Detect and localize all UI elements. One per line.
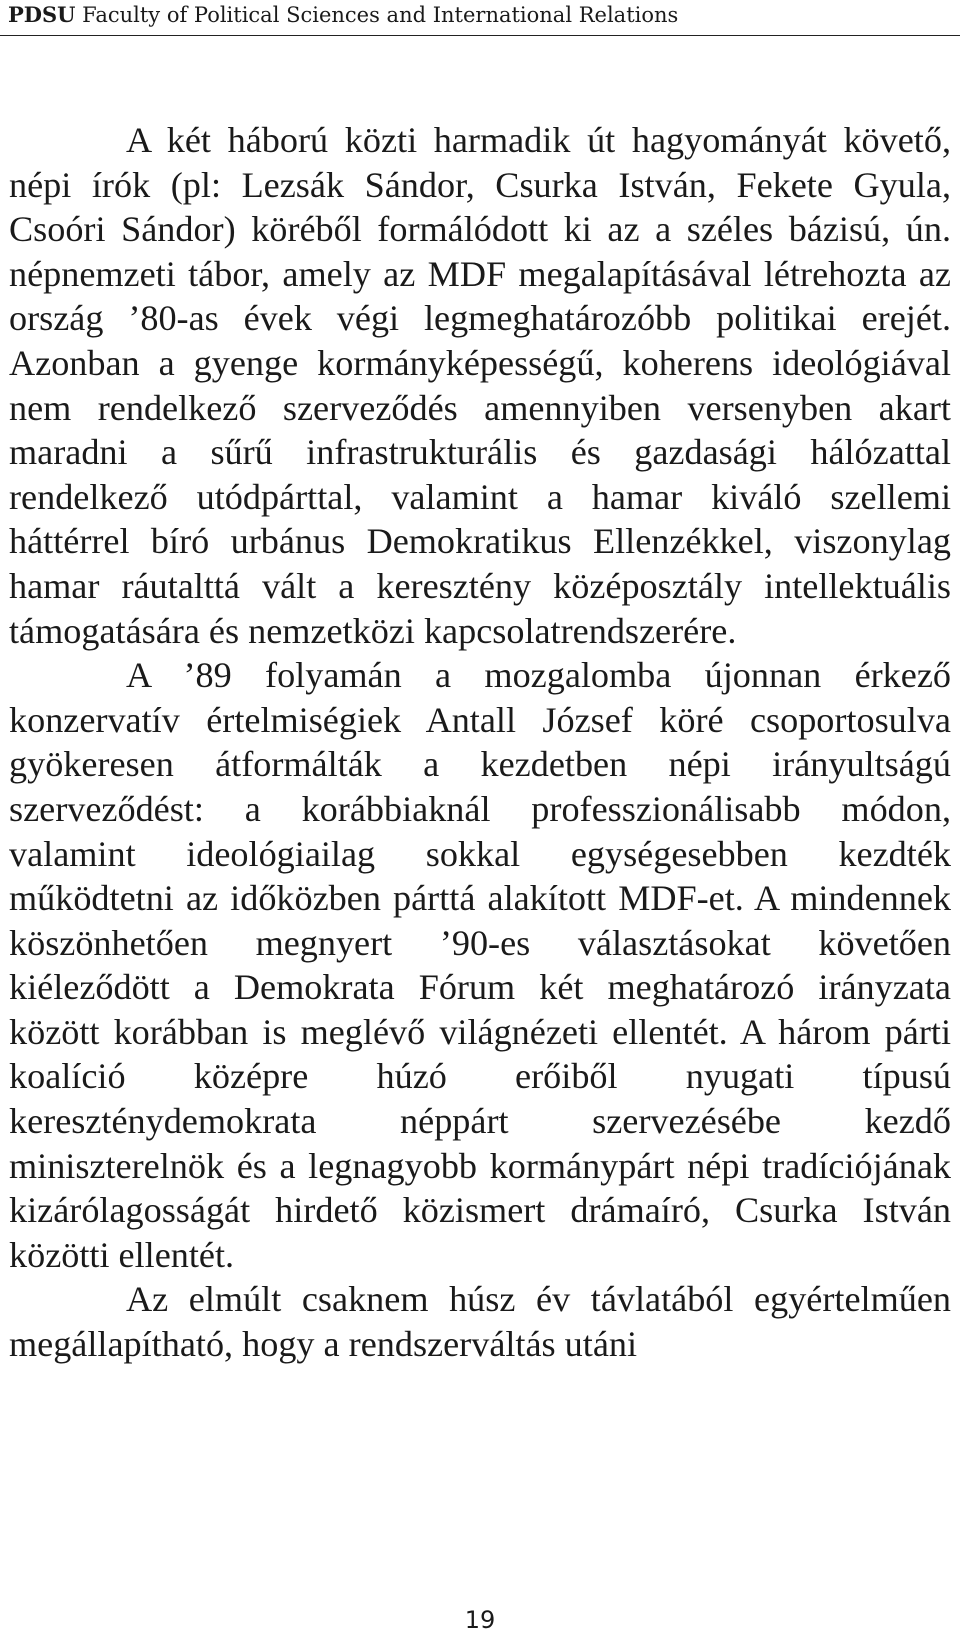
- header-organization: Faculty of Political Sciences and International Relations: [82, 3, 679, 27]
- header-abbreviation: PDSU: [8, 2, 76, 27]
- header-divider: [0, 35, 960, 36]
- running-header: [0, 0, 960, 34]
- document-body: [9, 118, 951, 1367]
- paragraph: A két háború közti harmadik út hagyományát követő, népi írók (pl: Lezsák Sándor, Csurka István, Fekete Gyula, Csoóri Sándor) köréből formálódott ki az a széles bázisú, ún. népnemzeti tábor, amely az MDF megalapításával létrehozta az ország ’80-as évek végi legmeghatározóbb politikai erejét. Azonban a gyenge kormányképességű, koherens ideológiával nem rendelkező szerveződés amennyiben versenyben akart maradni a sűrű infrastrukturális és gazdasági hálózattal rendelkező utódpárttal, valamint a hamar kiváló szellemi háttérrel bíró urbánus Demokratikus Ellenzékkel, viszonylag hamar ráutalttá vált a keresztény középosztály intellektuális támogatására és nemzetközi kapcsolatrendszerére.: [9, 120, 951, 651]
- paragraph: Az elmúlt csaknem húsz év távlatából egyértelműen megállapítható, hogy a rendszerváltás utáni: [9, 1279, 951, 1365]
- page-number: 19: [464, 1606, 496, 1634]
- paragraph: A ’89 folyamán a mozgalomba újonnan érkező konzervatív értelmiségiek Antall József köré csoportosulva gyökeresen átformálták a kezdetben népi irányultságú szerveződést: a korábbiaknál professzionálisabb módon, valamint ideológiailag sokkal egységesebben kezdték működtetni az időközben párttá alakított MDF-et. A mindennek köszönhetően megnyert ’90-es választásokat követően kiéleződött a Demokrata Fórum két meghatározó irányzata között korábban is meglévő világnézeti ellentét. A három párti koalíció középre húzó erőiből nyugati típusú kereszténydemokrata néppárt szervezésébe kezdő miniszterelnök és a legnagyobb kormánypárt népi tradíciójának kizárólagosságát hirdető közismert drámaíró, Csurka István közötti ellentét.: [9, 655, 951, 1275]
